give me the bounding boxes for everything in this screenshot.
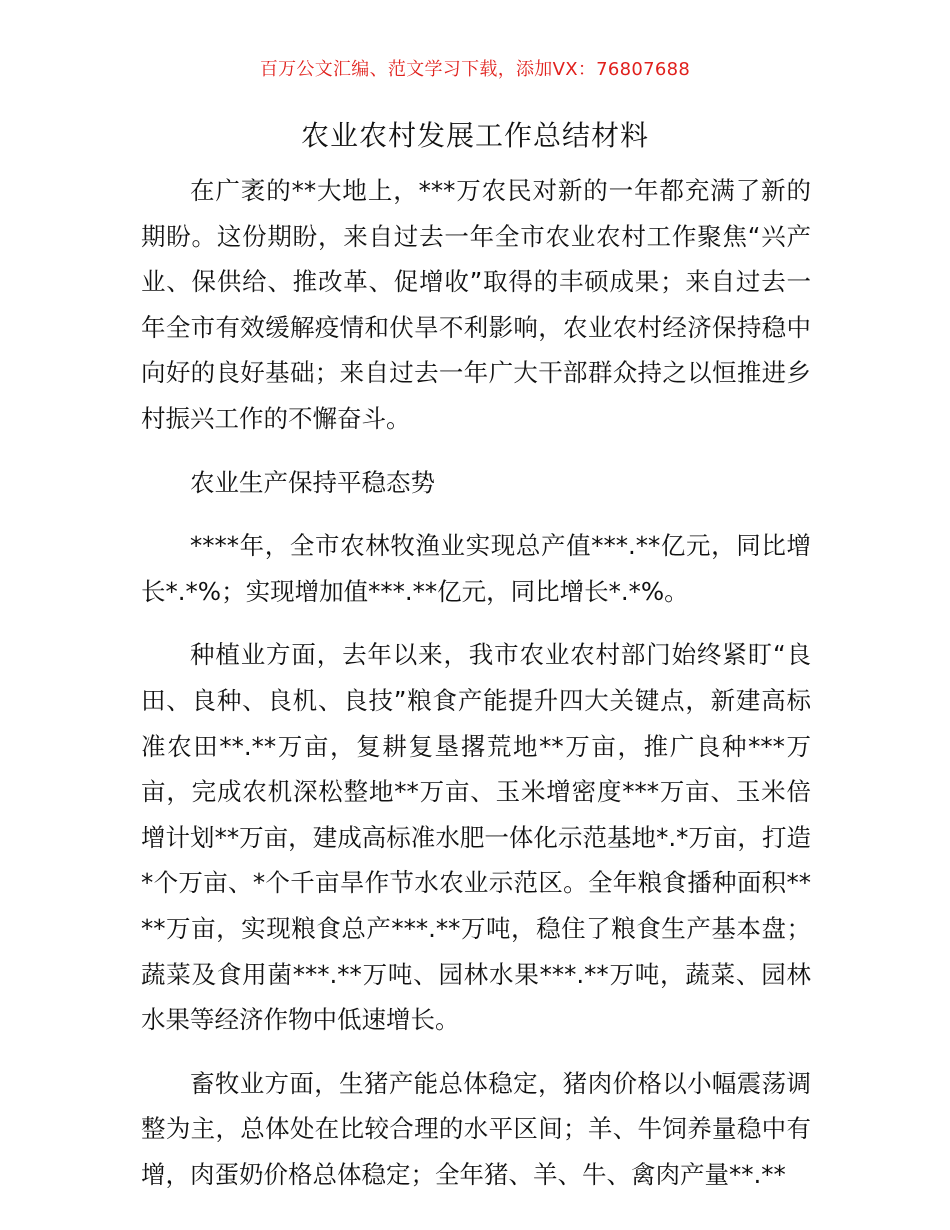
- paragraph-planting: 种植业方面，去年以来，我市农业农村部门始终紧盯“良田、良种、良机、良技”粮食产能提升四大关键点，新建高标准农田**.**万亩，复耕复垦撂荒地**万亩，推广良种***万亩，完成农机深松整地**万亩、玉米增密度***万亩、玉米倍增计划**万亩，建成高标准水肥一体化示范基地*.*万亩，打造*个万亩、*个千亩旱作节水农业示范区。全年粮食播种面积****万亩，实现粮食总产***.**万吨，稳住了粮食生产基本盘；蔬菜及食用菌***.**万吨、园林水果***.**万吨，蔬菜、园林水果等经济作物中低速增长。: [141, 640, 811, 1035]
- paragraph-intro: 在广袤的**大地上，***万农民对新的一年都充满了新的期盼。这份期盼，来自过去一年全市农业农村工作聚焦“兴产业、保供给、推改革、促增收”取得的丰硕成果；来自过去一年全市有效缓解疫情和伏旱不利影响，农业农村经济保持稳中向好的良好基础；来自过去一年广大干部群众持之以恒推进乡村振兴工作的不懈奋斗。: [141, 176, 811, 433]
- watermark-header: 百万公文汇编、范文学习下载，添加VX：76807688: [259, 59, 691, 80]
- document-body: [141, 168, 811, 1197]
- paragraph-livestock: 畜牧业方面，生猪产能总体稳定，猪肉价格以小幅震荡调整为主，总体处在比较合理的水平区间；羊、牛饲养量稳中有增，肉蛋奶价格总体稳定；全年猪、羊、牛、禽肉产量**.**: [141, 1068, 811, 1189]
- section-heading-agri-production: 农业生产保持平稳态势: [190, 467, 435, 497]
- paragraph-output-value: ****年，全市农林牧渔业实现总产值***.**亿元，同比增长*.*%；实现增加值***.**亿元，同比增长*.*%。: [141, 531, 811, 606]
- document-title: 农业农村发展工作总结材料: [300, 119, 649, 152]
